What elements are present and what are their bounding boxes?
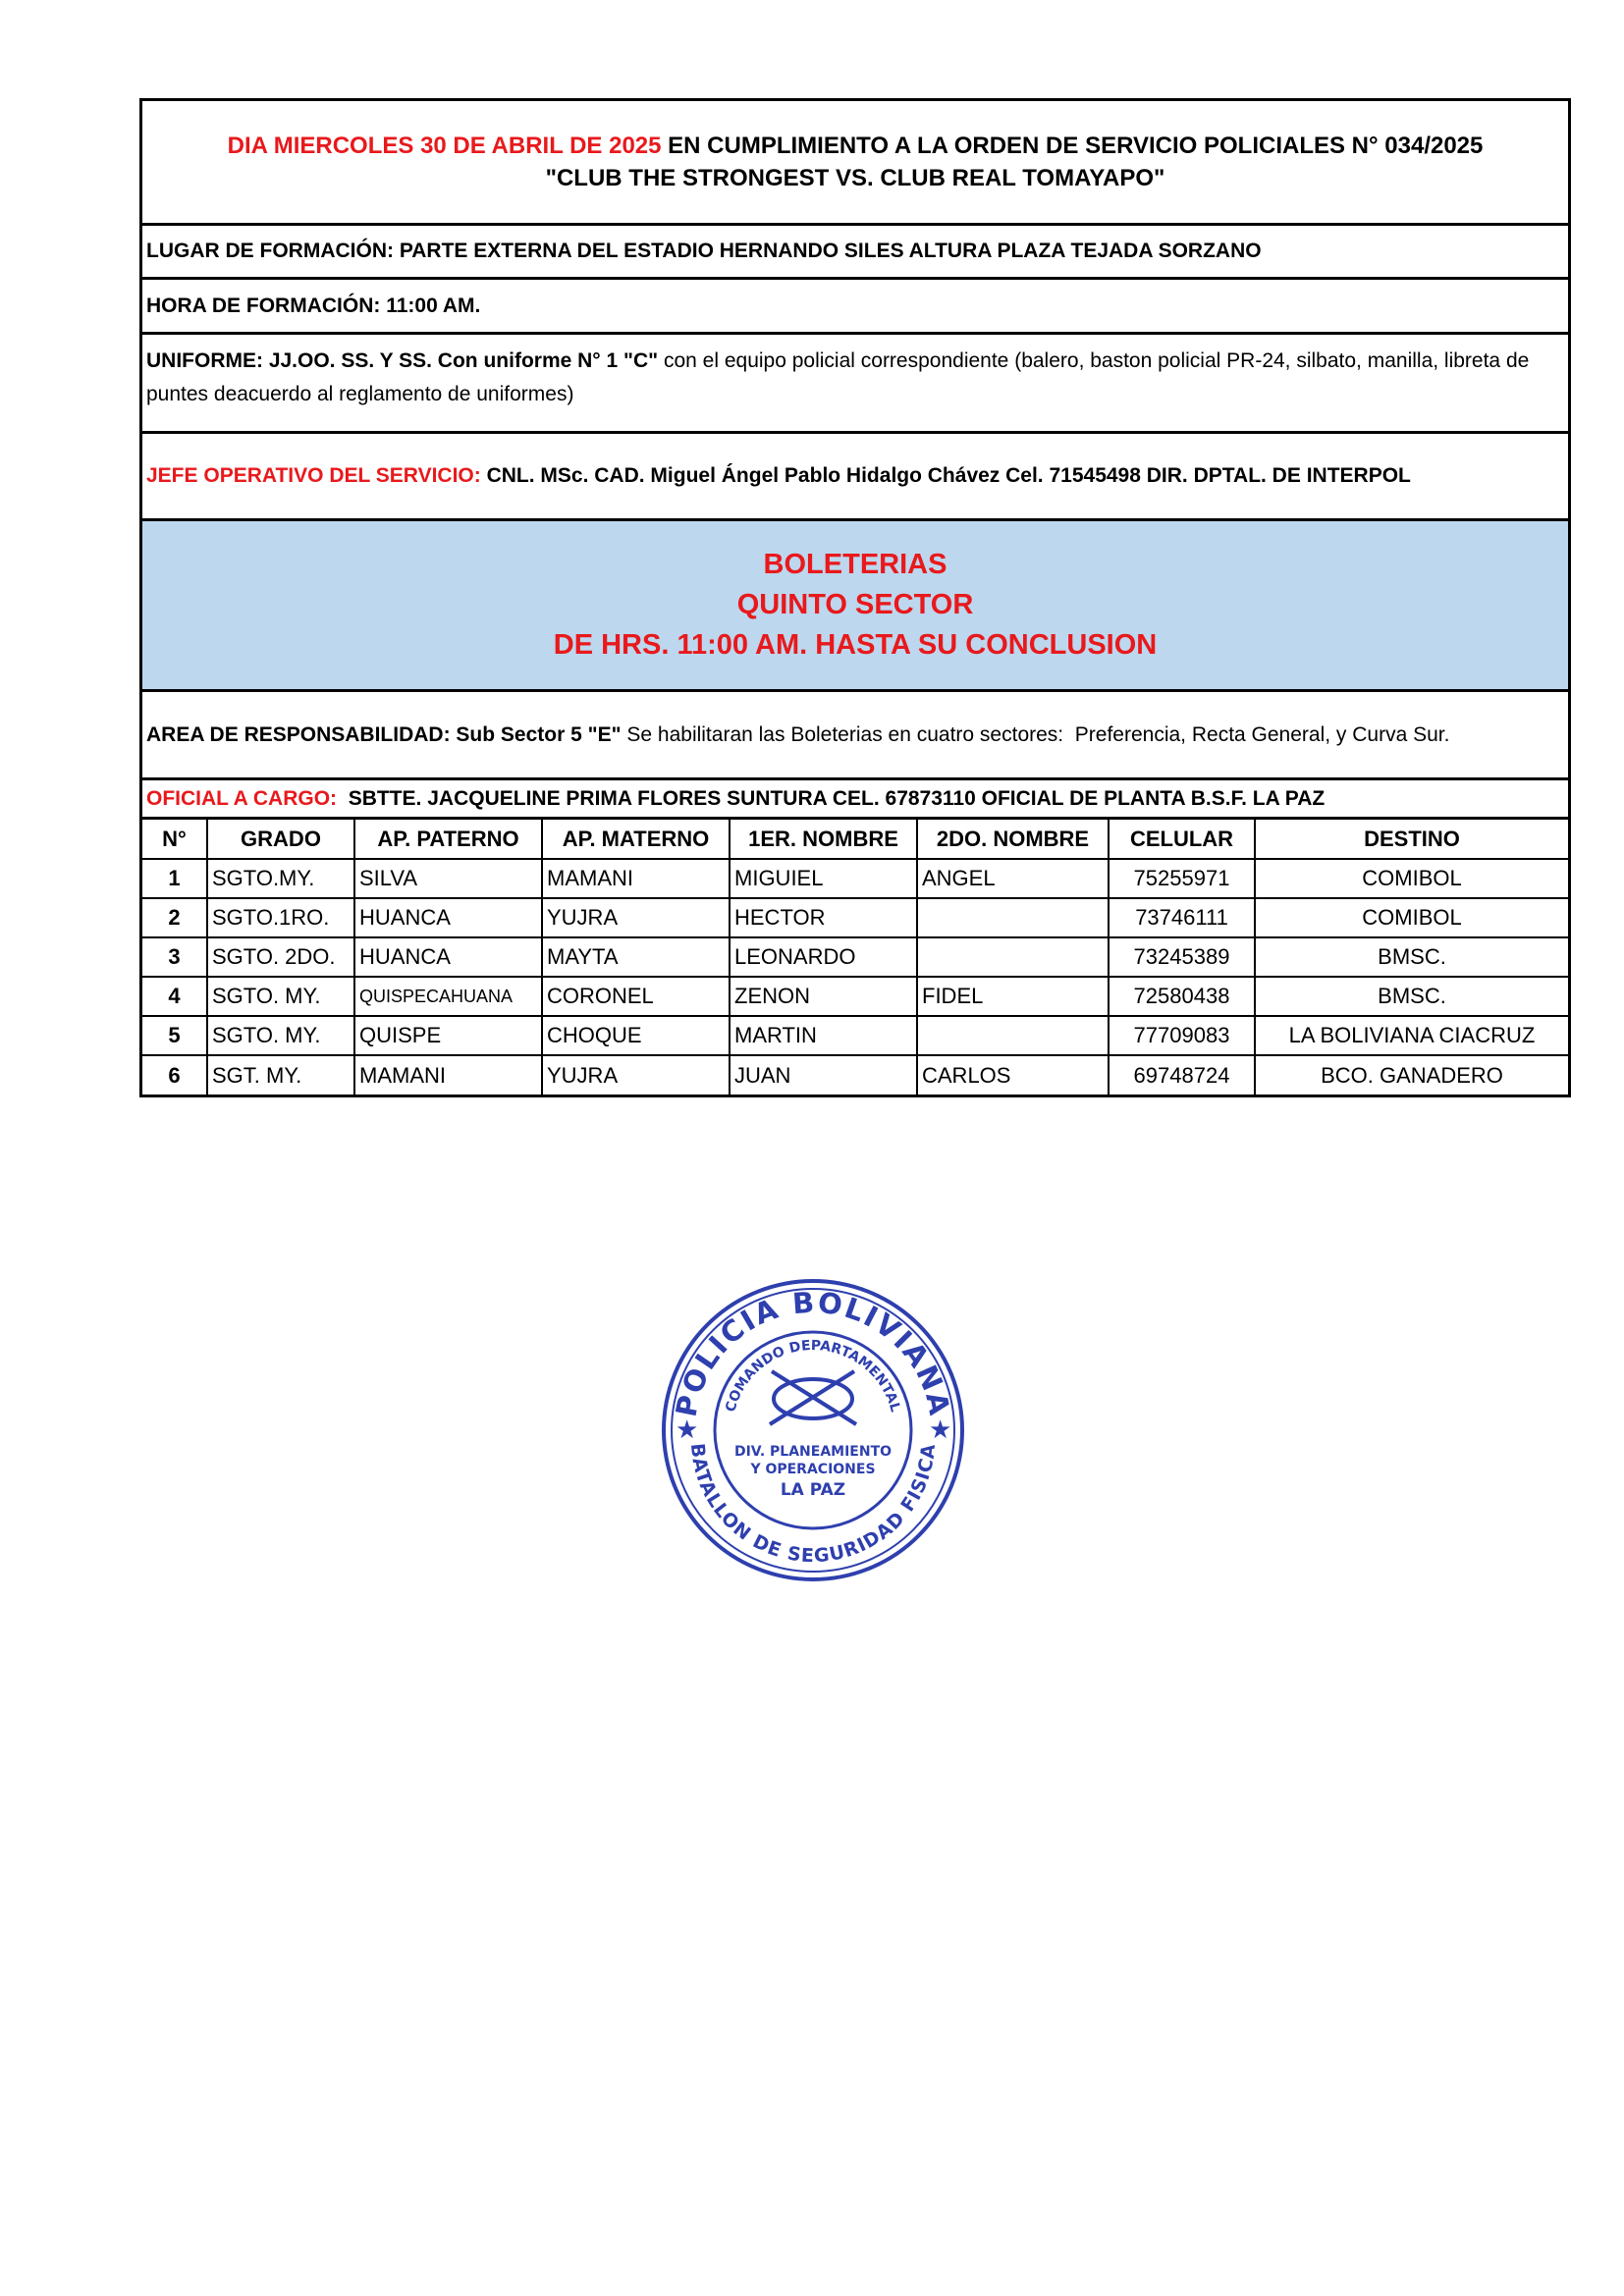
cell-phone: 72580438 [1109, 977, 1255, 1016]
operations-chief [142, 434, 1568, 521]
seal-text-top: POLICIA BOLIVIANA [669, 1285, 957, 1420]
cell-destination: BMSC. [1255, 977, 1568, 1016]
officer-label: OFICIAL A CARGO: [146, 786, 338, 810]
responsibility-detail: Se habilitaran las Boleterias en cuatro sectores: Preferencia, Recta General, y Curva Sur. [621, 722, 1450, 746]
table-row [142, 937, 1568, 977]
document-title [142, 101, 1568, 226]
seal-line-3: LA PAZ [780, 1480, 846, 1500]
cell-destination: LA BOLIVIANA CIACRUZ [1255, 1016, 1568, 1055]
cell-number: 4 [142, 977, 207, 1016]
seal-line-2: Y OPERACIONES [750, 1462, 876, 1477]
title-line-1 [228, 130, 1484, 162]
col-header: 2DO. NOMBRE [917, 820, 1109, 859]
col-header: AP. MATERNO [542, 820, 730, 859]
cell-second-name [917, 1016, 1109, 1055]
service-date: DIA MIERCOLES 30 DE ABRIL DE 2025 [227, 133, 662, 159]
personnel-table [142, 820, 1568, 1095]
cell-second-name [917, 937, 1109, 977]
operations-chief-label: JEFE OPERATIVO DEL SERVICIO: [146, 464, 481, 487]
police-seal-stamp [656, 1273, 970, 1587]
seal-star-right-icon: ★ [929, 1415, 952, 1444]
cell-phone: 73746111 [1109, 898, 1255, 937]
cell-rank: SGTO. MY. [207, 977, 354, 1016]
cell-maternal-surname: CHOQUE [542, 1016, 730, 1055]
table-row [142, 898, 1568, 937]
cell-number: 2 [142, 898, 207, 937]
cell-first-name: MARTIN [730, 1016, 917, 1055]
banner-line-2: QUINTO SECTOR [736, 589, 974, 620]
personnel-table-wrap [142, 820, 1568, 1095]
banner-line-3: DE HRS. 11:00 AM. HASTA SU CONCLUSION [553, 629, 1158, 661]
cell-rank: SGTO. MY. [207, 1016, 354, 1055]
cell-maternal-surname: YUJRA [542, 1055, 730, 1095]
cell-paternal-surname: SILVA [354, 859, 542, 898]
table-header-row [142, 820, 1568, 859]
table-row [142, 1055, 1568, 1095]
cell-first-name: ZENON [730, 977, 917, 1016]
cell-first-name: LEONARDO [730, 937, 917, 977]
formation-place: LUGAR DE FORMACIÓN: PARTE EXTERNA DEL ESTADIO HERNANDO SILES ALTURA PLAZA TEJADA SORZANO [142, 226, 1568, 280]
officer-value: SBTTE. JACQUELINE PRIMA FLORES SUNTURA CEL. 67873110 OFICIAL DE PLANTA B.S.F. LA PAZ [337, 786, 1326, 810]
responsibility-area [142, 692, 1568, 780]
seal-text-inner: COMANDO DEPARTAMENTAL [723, 1337, 903, 1415]
document-sheet [139, 98, 1571, 1097]
service-order: EN CUMPLIMIENTO A LA ORDEN DE SERVICIO POLICIALES N° 034/2025 [661, 133, 1484, 159]
sector-banner [142, 521, 1568, 692]
col-header: GRADO [207, 820, 354, 859]
banner-line-1: BOLETERIAS [763, 549, 947, 580]
cell-destination: BMSC. [1255, 937, 1568, 977]
seal-text-bottom: BATALLON DE SEGURIDAD FISICA [685, 1442, 941, 1568]
seal-star-left-icon: ★ [676, 1415, 699, 1444]
col-header: DESTINO [1255, 820, 1568, 859]
cell-second-name: CARLOS [917, 1055, 1109, 1095]
uniform-detail: con el equipo policial correspondiente (balero, baston policial PR-24, silbato, manilla, libreta de puntes deacuerdo al reglamento de uniformes) [146, 349, 1530, 405]
table-row [142, 859, 1568, 898]
cell-first-name: MIGUIEL [730, 859, 917, 898]
cell-rank: SGTO.1RO. [207, 898, 354, 937]
cell-rank: SGT. MY. [207, 1055, 354, 1095]
cell-rank: SGTO.MY. [207, 859, 354, 898]
cell-paternal-surname: HUANCA [354, 937, 542, 977]
cell-destination: COMIBOL [1255, 859, 1568, 898]
uniform-label: UNIFORME: JJ.OO. SS. Y SS. Con uniforme N° 1 "C" [146, 349, 659, 372]
cell-phone: 75255971 [1109, 859, 1255, 898]
operations-chief-value: CNL. MSc. CAD. Miguel Ángel Pablo Hidalgo Chávez Cel. 71545498 DIR. DPTAL. DE INTERPOL [480, 464, 1411, 487]
officer-in-charge [142, 780, 1568, 820]
cell-paternal-surname: QUISPE [354, 1016, 542, 1055]
cell-maternal-surname: MAMANI [542, 859, 730, 898]
seal-emblem-icon [770, 1371, 856, 1424]
cell-phone: 73245389 [1109, 937, 1255, 977]
cell-phone: 69748724 [1109, 1055, 1255, 1095]
match-title: "CLUB THE STRONGEST VS. CLUB REAL TOMAYAPO" [545, 165, 1165, 191]
seal-line-1: DIV. PLANEAMIENTO [733, 1444, 893, 1460]
cell-maternal-surname: CORONEL [542, 977, 730, 1016]
cell-second-name [917, 898, 1109, 937]
cell-paternal-surname: QUISPECAHUANA [354, 977, 542, 1016]
cell-paternal-surname: MAMANI [354, 1055, 542, 1095]
cell-first-name: JUAN [730, 1055, 917, 1095]
cell-number: 1 [142, 859, 207, 898]
seal-outer-ring [664, 1281, 962, 1579]
cell-number: 6 [142, 1055, 207, 1095]
cell-first-name: HECTOR [730, 898, 917, 937]
col-header: N° [142, 820, 207, 859]
table-row [142, 1016, 1568, 1055]
cell-second-name: FIDEL [917, 977, 1109, 1016]
formation-time: HORA DE FORMACIÓN: 11:00 AM. [142, 280, 1568, 335]
cell-maternal-surname: MAYTA [542, 937, 730, 977]
cell-number: 3 [142, 937, 207, 977]
cell-destination: BCO. GANADERO [1255, 1055, 1568, 1095]
cell-rank: SGTO. 2DO. [207, 937, 354, 977]
uniform-requirement [142, 335, 1568, 434]
cell-phone: 77709083 [1109, 1016, 1255, 1055]
cell-number: 5 [142, 1016, 207, 1055]
table-row [142, 977, 1568, 1016]
cell-paternal-surname: HUANCA [354, 898, 542, 937]
cell-second-name: ANGEL [917, 859, 1109, 898]
col-header: AP. PATERNO [354, 820, 542, 859]
cell-destination: COMIBOL [1255, 898, 1568, 937]
responsibility-label: AREA DE RESPONSABILIDAD: Sub Sector 5 "E" [146, 722, 622, 746]
col-header: 1ER. NOMBRE [730, 820, 917, 859]
col-header: CELULAR [1109, 820, 1255, 859]
cell-maternal-surname: YUJRA [542, 898, 730, 937]
